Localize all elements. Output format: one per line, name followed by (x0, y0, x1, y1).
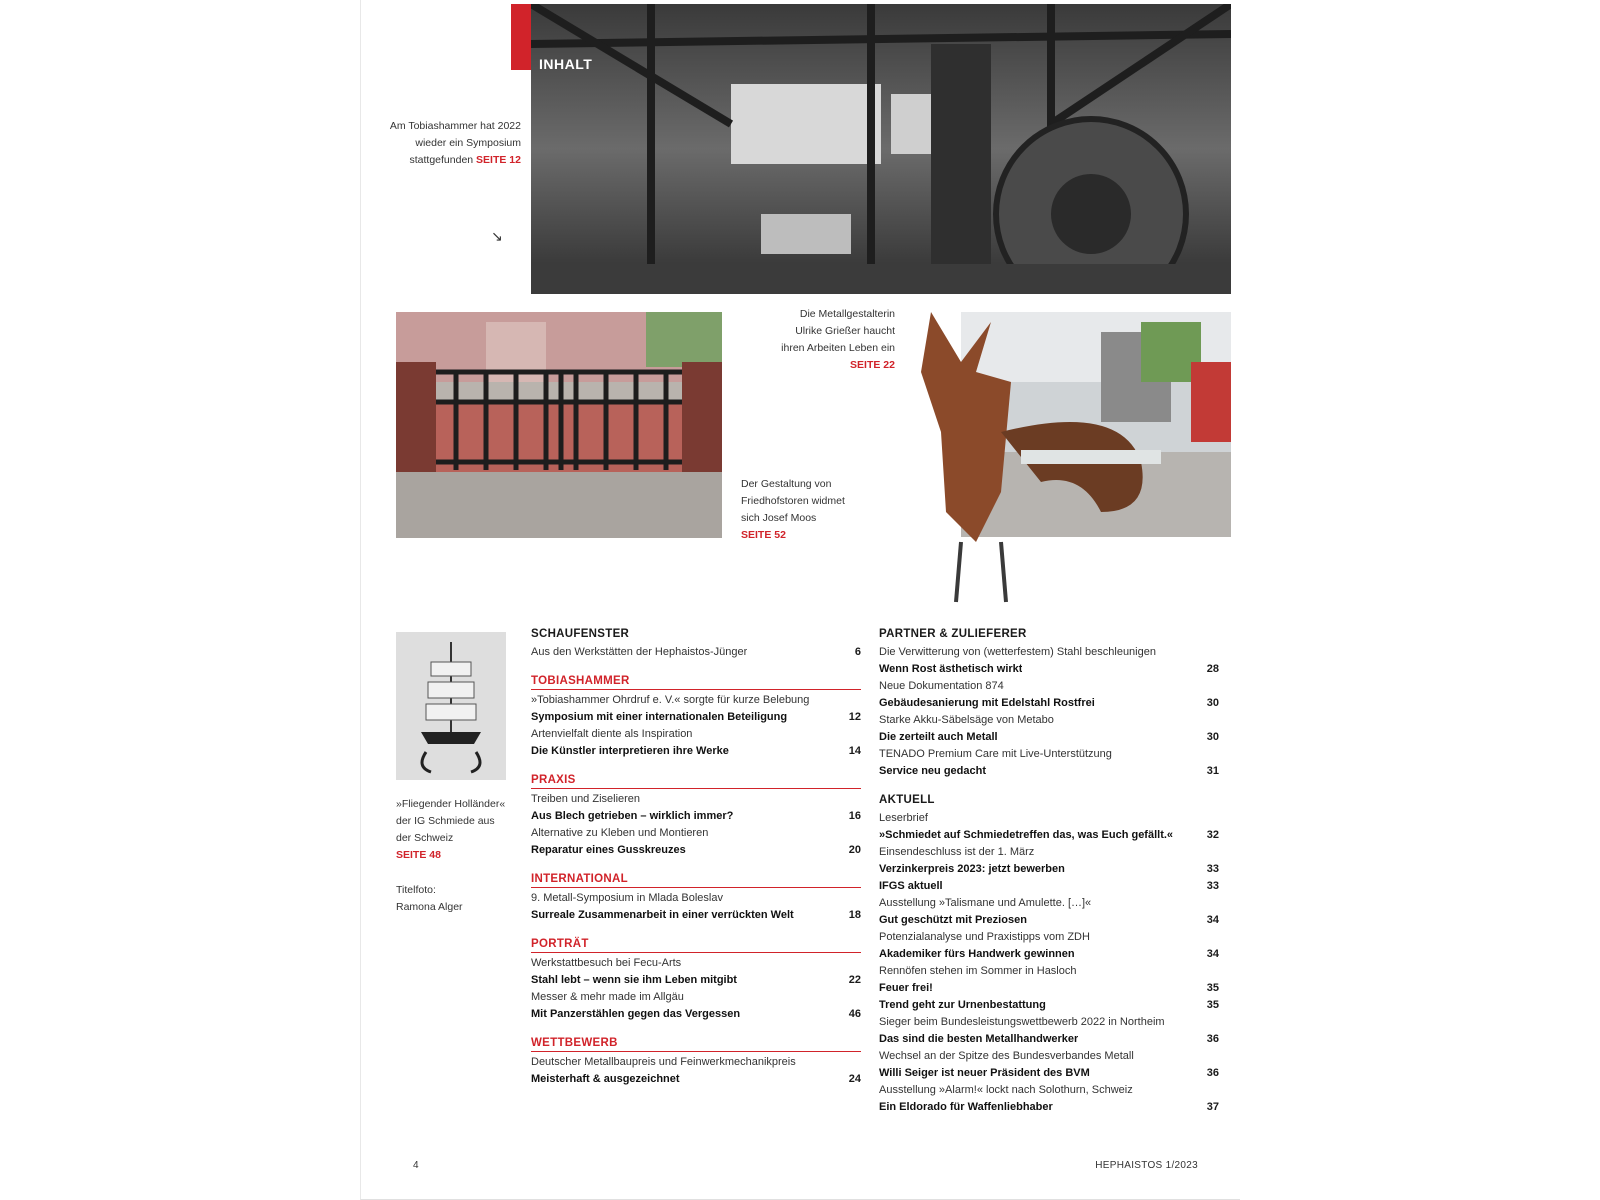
toc-entry-title: Stahl lebt – wenn sie ihm Leben mitgibt (531, 974, 737, 986)
toc-entry-title: Starke Akku-Säbelsäge von Metabo (879, 714, 1054, 726)
toc-entry (879, 678, 1219, 695)
toc-entry (531, 1071, 861, 1088)
toc-entry (531, 825, 861, 842)
toc-section-title: PRAXIS (531, 774, 861, 789)
toc-entry (531, 1006, 861, 1023)
cemetery-gate-photo (396, 312, 722, 538)
toc-entry-page: 22 (848, 974, 861, 986)
toc-entry-page (841, 955, 861, 972)
toc-entry-title: Die Verwitterung von (wetterfestem) Stahl beschleunigen (879, 646, 1156, 658)
toc-entry (879, 963, 1219, 980)
toc-entry-page (1199, 929, 1219, 946)
toc-entry (531, 842, 861, 859)
toc-entry (879, 946, 1219, 963)
toc-entry-page (841, 791, 861, 808)
toc-entry-page: 32 (1206, 829, 1219, 841)
toc-entry-title: TENADO Premium Care mit Live-Unterstützung (879, 748, 1112, 760)
toc-entry-title: 9. Metall-Symposium in Mlada Boleslav (531, 892, 723, 904)
toc-section (531, 1037, 861, 1088)
toc-entry-title: Aus den Werkstätten der Hephaistos-Jünger (531, 646, 748, 658)
toc-entry (879, 827, 1219, 844)
toc-entry (879, 1048, 1219, 1065)
toc-entry-page: 33 (1206, 863, 1219, 875)
toc-entry-title: Ausstellung »Talismane und Amulette. […]« (879, 897, 1092, 909)
toc-entry-title: Mit Panzerstählen gegen das Vergessen (531, 1008, 741, 1020)
toc-entry-page (841, 692, 861, 709)
toc-entry-page (1199, 1082, 1219, 1099)
caption-tobiashammer-text: Am Tobiashammer hat 2022 wieder ein Symposium stattgefunden (389, 120, 521, 166)
footer-page-number: 4 (413, 1160, 419, 1171)
toc-entry (531, 644, 861, 661)
toc-section (531, 873, 861, 924)
toc-entry-title: Die Künstler interpretieren ihre Werke (531, 745, 729, 757)
toc-entry-page (841, 989, 861, 1006)
toc-entry-page: 36 (1206, 1067, 1219, 1079)
toc-entry-page: 37 (1206, 1101, 1219, 1113)
toc-entry-page (1199, 746, 1219, 763)
toc-entry-page: 34 (1206, 914, 1219, 926)
toc-entry-title: Verzinkerpreis 2023: jetzt bewerben (879, 863, 1065, 875)
toc-entry-title: Messer & mehr made im Allgäu (531, 991, 684, 1003)
toc-entry (879, 1099, 1219, 1116)
toc-entry-page: 12 (848, 711, 861, 723)
toc-entry-title: Ausstellung »Alarm!« lockt nach Solothurn, Schweiz (879, 1084, 1133, 1096)
toc-entry (879, 695, 1219, 712)
toc-entry-title: Surreale Zusammenarbeit in einer verrückten Welt (531, 909, 794, 921)
toc-entry (531, 955, 861, 972)
toc-entry (531, 726, 861, 743)
toc-section-title: AKTUELL (879, 794, 935, 806)
toc-entry (879, 810, 1219, 827)
toc-entry-title: Service neu gedacht (879, 765, 986, 777)
toc-entry (879, 1065, 1219, 1082)
toc-entry-page: 24 (848, 1073, 861, 1085)
toc-entry (531, 743, 861, 760)
toc-entry (531, 972, 861, 989)
toc-entry-page: 16 (848, 810, 861, 822)
toc-section-title: INTERNATIONAL (531, 873, 861, 888)
toc-entry-title: Aus Blech getrieben – wirklich immer? (531, 810, 734, 822)
toc-entry-title: Wechsel an der Spitze des Bundesverbandes Metall (879, 1050, 1134, 1062)
toc-entry-page (841, 890, 861, 907)
toc-entry-page: 35 (1206, 999, 1219, 1011)
toc-entry (879, 661, 1219, 678)
caption-hollaender-ref: SEITE 48 (396, 849, 441, 861)
toc-entry (879, 895, 1219, 912)
toc-entry (879, 1014, 1219, 1031)
toc-entry-title: Neue Dokumentation 874 (879, 680, 1004, 692)
toc-entry (879, 644, 1219, 661)
toc-entry-page: 31 (1206, 765, 1219, 777)
toc-entry-page (1199, 1048, 1219, 1065)
toc-entry-page: 14 (848, 745, 861, 757)
toc-entry-title: Werkstattbesuch bei Fecu-Arts (531, 957, 682, 969)
toc-section-title: SCHAUFENSTER (531, 628, 630, 640)
magazine-page (360, 0, 1240, 1200)
toc-entry (879, 997, 1219, 1014)
toc-entry-page: 30 (1206, 697, 1219, 709)
toc-entry (531, 1054, 861, 1071)
toc-entry-page (841, 1054, 861, 1071)
toc-section-title: TOBIASHAMMER (531, 675, 861, 690)
toc-entry-page (841, 825, 861, 842)
toc-section (531, 628, 861, 661)
toc-section-title: PARTNER & ZULIEFERER (879, 628, 1027, 640)
toc-entry-page (1199, 895, 1219, 912)
inhalt-label: INHALT (539, 56, 593, 72)
toc-section (531, 774, 861, 859)
toc-entry-title: Rennöfen stehen im Sommer in Hasloch (879, 965, 1077, 977)
inhalt-red-bar (511, 4, 531, 70)
toc-entry-title: IFGS aktuell (879, 880, 943, 892)
toc-entry-title: Einsendeschluss ist der 1. März (879, 846, 1035, 858)
caption-tobiashammer-ref: SEITE 12 (476, 154, 521, 166)
toc-entry-title: Wenn Rost ästhetisch wirkt (879, 663, 1023, 675)
toc-entry (879, 763, 1219, 780)
toc-entry-page (1199, 844, 1219, 861)
toc-entry-page (1199, 712, 1219, 729)
toc-entry-title: Symposium mit einer internationalen Beteiligung (531, 711, 788, 723)
toc-entry (879, 912, 1219, 929)
toc-entry (879, 1082, 1219, 1099)
toc-entry (531, 907, 861, 924)
toc-entry (879, 1031, 1219, 1048)
toc-section-title: WETTBEWERB (531, 1037, 861, 1052)
caption-griesser (771, 306, 895, 374)
toc-section (531, 938, 861, 1023)
toc-entry-page: 35 (1206, 982, 1219, 994)
titelfoto-name: Ramona Alger (396, 901, 463, 913)
arrow-icon: ↘ (491, 228, 503, 244)
toc-entry-page: 46 (848, 1008, 861, 1020)
toc-section (531, 675, 861, 760)
toc-entry (879, 929, 1219, 946)
tobiashammer-workshop-photo (531, 4, 1231, 294)
caption-moos (741, 476, 851, 544)
toc-entry-title: Reparatur eines Gusskreuzes (531, 844, 686, 856)
toc-section (879, 628, 1219, 780)
toc-entry (531, 692, 861, 709)
toc-entry-title: Ein Eldorado für Waffenliebhaber (879, 1101, 1053, 1113)
toc-section (879, 794, 1219, 1116)
toc-entry-page: 30 (1206, 731, 1219, 743)
toc-entry-page (1199, 810, 1219, 827)
toc-entry-title: Das sind die besten Metallhandwerker (879, 1033, 1079, 1045)
toc-entry-title: Artenvielfalt diente als Inspiration (531, 728, 693, 740)
toc-entry (531, 989, 861, 1006)
caption-moos-text: Der Gestaltung von Friedhofstoren widmet sich Josef Moos (741, 478, 845, 524)
caption-moos-ref: SEITE 52 (741, 529, 786, 541)
toc-entry-title: Treiben und Ziselieren (531, 793, 641, 805)
caption-hollaender-text: »Fliegender Holländer« der IG Schmiede aus der Schweiz (396, 798, 506, 844)
toc-entry-title: Gebäudesanierung mit Edelstahl Rostfrei (879, 697, 1095, 709)
caption-griesser-ref: SEITE 22 (850, 359, 895, 371)
caption-tobiashammer (371, 118, 521, 169)
toc-entry-title: Akademiker fürs Handwerk gewinnen (879, 948, 1075, 960)
toc-entry-title: Deutscher Metallbaupreis und Feinwerkmechanikpreis (531, 1056, 796, 1068)
toc-entry-page (841, 726, 861, 743)
toc-section-title: PORTRÄT (531, 938, 861, 953)
toc-entry-page: 33 (1206, 880, 1219, 892)
caption-hollaender (396, 796, 506, 864)
caption-griesser-text: Die Metallgestalterin Ulrike Grießer haucht ihren Arbeiten Leben ein (781, 308, 895, 354)
toc-right-column (879, 628, 1219, 1130)
toc-entry-page: 20 (848, 844, 861, 856)
toc-entry-page (1199, 1014, 1219, 1031)
toc-entry-title: Potenzialanalyse und Praxistipps vom ZDH (879, 931, 1090, 943)
toc-entry-title: »Tobiashammer Ohrdruf e. V.« sorgte für kurze Belebung (531, 694, 810, 706)
toc-entry-title: Die zerteilt auch Metall (879, 731, 998, 743)
toc-entry (879, 844, 1219, 861)
dragon-sculpture-photo (901, 312, 1231, 612)
toc-entry (879, 878, 1219, 895)
toc-entry-title: Meisterhaft & ausgezeichnet (531, 1073, 680, 1085)
toc-left-column (531, 628, 861, 1102)
toc-entry (879, 712, 1219, 729)
toc-entry-page: 6 (854, 646, 861, 658)
toc-entry-page (1199, 963, 1219, 980)
toc-entry-title: Gut geschützt mit Preziosen (879, 914, 1027, 926)
toc-entry (879, 746, 1219, 763)
toc-entry (531, 791, 861, 808)
footer-magazine-issue: HEPHAISTOS 1/2023 (1095, 1160, 1198, 1171)
toc-entry-title: Alternative zu Kleben und Montieren (531, 827, 709, 839)
toc-entry-page: 36 (1206, 1033, 1219, 1045)
toc-entry-title: Sieger beim Bundesleistungswettbewerb 2022 in Northeim (879, 1016, 1165, 1028)
toc-entry-title: Feuer frei! (879, 982, 933, 994)
toc-entry (531, 808, 861, 825)
toc-entry-title: Willi Seiger ist neuer Präsident des BVM (879, 1067, 1090, 1079)
toc-entry (879, 729, 1219, 746)
toc-entry-page: 34 (1206, 948, 1219, 960)
toc-entry-page (1199, 678, 1219, 695)
titelfoto-label: Titelfoto: (396, 884, 436, 896)
flying-dutchman-photo (396, 632, 506, 780)
toc-entry (531, 890, 861, 907)
caption-titelfoto (396, 882, 506, 916)
toc-entry-title: Leserbrief (879, 812, 928, 824)
toc-entry-page: 18 (848, 909, 861, 921)
toc-entry-title: Trend geht zur Urnenbestattung (879, 999, 1046, 1011)
toc-entry (879, 980, 1219, 997)
toc-entry (531, 709, 861, 726)
toc-entry-page (1199, 644, 1219, 661)
toc-entry-title: »Schmiedet auf Schmiedetreffen das, was Euch gefällt.« (879, 829, 1174, 841)
toc-entry-page: 28 (1206, 663, 1219, 675)
toc-entry (879, 861, 1219, 878)
